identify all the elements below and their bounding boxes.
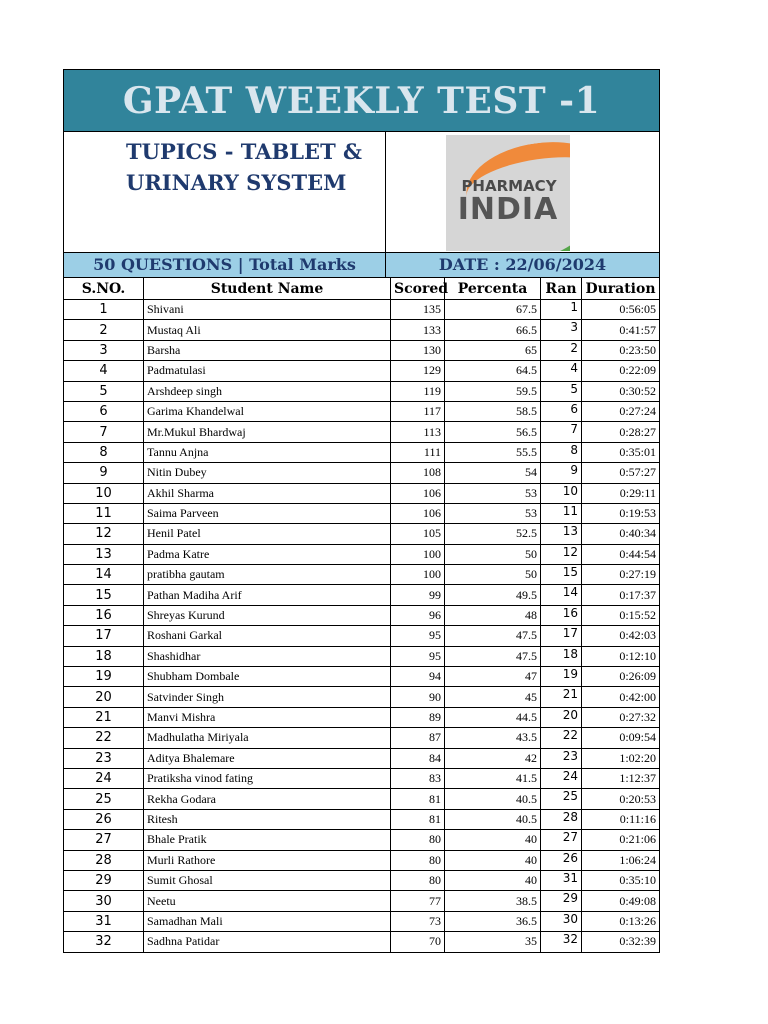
cell-rank: 5 xyxy=(541,381,582,401)
cell-percentage: 52.5 xyxy=(445,524,541,544)
table-row xyxy=(64,911,659,931)
cell-duration: 0:28:27 xyxy=(582,422,660,442)
cell-student-name: Bhale Pratik xyxy=(144,830,391,850)
cell-sno: 24 xyxy=(64,768,144,788)
cell-score: 135 xyxy=(391,300,445,320)
topic-cell xyxy=(64,132,386,252)
table-row xyxy=(64,422,659,442)
cell-rank: 25 xyxy=(541,789,582,809)
cell-student-name: Sumit Ghosal xyxy=(144,870,391,890)
cell-score: 119 xyxy=(391,381,445,401)
cell-percentage: 67.5 xyxy=(445,300,541,320)
cell-duration: 0:11:16 xyxy=(582,809,660,829)
cell-student-name: Tannu Anjna xyxy=(144,442,391,462)
cell-student-name: Aditya Bhalemare xyxy=(144,748,391,768)
cell-score: 95 xyxy=(391,646,445,666)
cell-rank: 10 xyxy=(541,483,582,503)
cell-sno: 4 xyxy=(64,361,144,381)
cell-percentage: 41.5 xyxy=(445,768,541,788)
cell-duration: 0:27:32 xyxy=(582,707,660,727)
cell-duration: 0:15:52 xyxy=(582,605,660,625)
cell-rank: 32 xyxy=(541,932,582,952)
cell-student-name: Samadhan Mali xyxy=(144,911,391,931)
table-row xyxy=(64,809,659,829)
logo-cell xyxy=(386,132,659,252)
cell-score: 100 xyxy=(391,544,445,564)
cell-percentage: 53 xyxy=(445,503,541,523)
cell-student-name: pratibha gautam xyxy=(144,565,391,585)
cell-duration: 0:26:09 xyxy=(582,667,660,687)
cell-duration: 0:42:00 xyxy=(582,687,660,707)
cell-duration: 0:17:37 xyxy=(582,585,660,605)
cell-percentage: 43.5 xyxy=(445,728,541,748)
cell-sno: 21 xyxy=(64,707,144,727)
cell-sno: 31 xyxy=(64,911,144,931)
cell-student-name: Sadhna Patidar xyxy=(144,932,391,952)
cell-score: 130 xyxy=(391,340,445,360)
questions-label: 50 QUESTIONS | Total Marks xyxy=(64,253,386,277)
cell-percentage: 44.5 xyxy=(445,707,541,727)
cell-rank: 30 xyxy=(541,911,582,931)
cell-rank: 4 xyxy=(541,361,582,381)
cell-sno: 10 xyxy=(64,483,144,503)
cell-score: 133 xyxy=(391,320,445,340)
cell-duration: 1:06:24 xyxy=(582,850,660,870)
cell-percentage: 66.5 xyxy=(445,320,541,340)
cell-student-name: Arshdeep singh xyxy=(144,381,391,401)
cell-score: 81 xyxy=(391,809,445,829)
cell-rank: 18 xyxy=(541,646,582,666)
table-row xyxy=(64,667,659,687)
cell-rank: 27 xyxy=(541,830,582,850)
cell-score: 96 xyxy=(391,605,445,625)
table-row xyxy=(64,483,659,503)
cell-duration: 0:21:06 xyxy=(582,830,660,850)
cell-score: 80 xyxy=(391,850,445,870)
pharmacy-india-logo xyxy=(446,135,570,251)
table-row xyxy=(64,932,659,952)
cell-sno: 8 xyxy=(64,442,144,462)
cell-duration: 0:41:57 xyxy=(582,320,660,340)
cell-rank: 24 xyxy=(541,768,582,788)
results-sheet xyxy=(63,69,660,953)
results-table xyxy=(64,278,659,952)
table-row xyxy=(64,463,659,483)
cell-duration: 0:32:39 xyxy=(582,932,660,952)
cell-sno: 27 xyxy=(64,830,144,850)
col-header-sno: S.NO. xyxy=(64,278,144,300)
cell-score: 94 xyxy=(391,667,445,687)
cell-duration: 0:35:10 xyxy=(582,870,660,890)
cell-score: 113 xyxy=(391,422,445,442)
cell-student-name: Pathan Madiha Arif xyxy=(144,585,391,605)
table-row xyxy=(64,401,659,421)
cell-sno: 17 xyxy=(64,626,144,646)
cell-student-name: Shubham Dombale xyxy=(144,667,391,687)
cell-rank: 23 xyxy=(541,748,582,768)
cell-score: 70 xyxy=(391,932,445,952)
table-header-row xyxy=(64,278,659,300)
cell-percentage: 47.5 xyxy=(445,626,541,646)
table-row xyxy=(64,830,659,850)
cell-percentage: 53 xyxy=(445,483,541,503)
cell-student-name: Ritesh xyxy=(144,809,391,829)
col-header-name: Student Name xyxy=(144,278,391,300)
col-header-percentage: Percenta xyxy=(445,278,541,300)
table-row xyxy=(64,870,659,890)
cell-score: 73 xyxy=(391,911,445,931)
cell-student-name: Madhulatha Miriyala xyxy=(144,728,391,748)
cell-rank: 15 xyxy=(541,565,582,585)
cell-percentage: 64.5 xyxy=(445,361,541,381)
cell-duration: 0:19:53 xyxy=(582,503,660,523)
table-row xyxy=(64,626,659,646)
cell-percentage: 65 xyxy=(445,340,541,360)
cell-percentage: 45 xyxy=(445,687,541,707)
cell-percentage: 40.5 xyxy=(445,809,541,829)
cell-sno: 13 xyxy=(64,544,144,564)
cell-percentage: 40 xyxy=(445,850,541,870)
cell-score: 77 xyxy=(391,891,445,911)
cell-rank: 1 xyxy=(541,300,582,320)
cell-sno: 15 xyxy=(64,585,144,605)
cell-rank: 20 xyxy=(541,707,582,727)
cell-rank: 7 xyxy=(541,422,582,442)
cell-rank: 8 xyxy=(541,442,582,462)
cell-score: 83 xyxy=(391,768,445,788)
cell-sno: 14 xyxy=(64,565,144,585)
cell-percentage: 50 xyxy=(445,544,541,564)
cell-duration: 0:56:05 xyxy=(582,300,660,320)
cell-student-name: Murli Rathore xyxy=(144,850,391,870)
table-row xyxy=(64,748,659,768)
cell-percentage: 54 xyxy=(445,463,541,483)
cell-student-name: Mr.Mukul Bhardwaj xyxy=(144,422,391,442)
cell-sno: 28 xyxy=(64,850,144,870)
cell-percentage: 40 xyxy=(445,870,541,890)
cell-student-name: Nitin Dubey xyxy=(144,463,391,483)
col-header-rank: Ran xyxy=(541,278,582,300)
cell-rank: 9 xyxy=(541,463,582,483)
page-title: GPAT WEEKLY TEST -1 xyxy=(64,70,659,132)
cell-duration: 0:57:27 xyxy=(582,463,660,483)
table-row xyxy=(64,789,659,809)
date-label: DATE : 22/06/2024 xyxy=(438,255,607,274)
table-row xyxy=(64,891,659,911)
cell-duration: 0:30:52 xyxy=(582,381,660,401)
cell-score: 108 xyxy=(391,463,445,483)
subheader-row xyxy=(64,253,659,278)
cell-sno: 5 xyxy=(64,381,144,401)
cell-student-name: Manvi Mishra xyxy=(144,707,391,727)
cell-rank: 11 xyxy=(541,503,582,523)
cell-sno: 25 xyxy=(64,789,144,809)
cell-percentage: 40.5 xyxy=(445,789,541,809)
cell-duration: 0:49:08 xyxy=(582,891,660,911)
cell-student-name: Shivani xyxy=(144,300,391,320)
cell-score: 129 xyxy=(391,361,445,381)
cell-student-name: Mustaq Ali xyxy=(144,320,391,340)
cell-student-name: Shreyas Kurund xyxy=(144,605,391,625)
cell-rank: 29 xyxy=(541,891,582,911)
cell-score: 80 xyxy=(391,870,445,890)
cell-student-name: Satvinder Singh xyxy=(144,687,391,707)
cell-rank: 6 xyxy=(541,401,582,421)
cell-duration: 0:27:24 xyxy=(582,401,660,421)
table-row xyxy=(64,850,659,870)
cell-sno: 9 xyxy=(64,463,144,483)
cell-percentage: 36.5 xyxy=(445,911,541,931)
cell-student-name: Garima Khandelwal xyxy=(144,401,391,421)
cell-sno: 32 xyxy=(64,932,144,952)
table-row xyxy=(64,707,659,727)
cell-duration: 0:13:26 xyxy=(582,911,660,931)
cell-sno: 6 xyxy=(64,401,144,421)
cell-rank: 13 xyxy=(541,524,582,544)
cell-percentage: 47 xyxy=(445,667,541,687)
table-row xyxy=(64,320,659,340)
cell-score: 84 xyxy=(391,748,445,768)
cell-score: 100 xyxy=(391,565,445,585)
cell-sno: 12 xyxy=(64,524,144,544)
cell-percentage: 49.5 xyxy=(445,585,541,605)
cell-duration: 0:40:34 xyxy=(582,524,660,544)
cell-student-name: Saima Parveen xyxy=(144,503,391,523)
cell-student-name: Neetu xyxy=(144,891,391,911)
cell-sno: 20 xyxy=(64,687,144,707)
cell-rank: 21 xyxy=(541,687,582,707)
cell-rank: 17 xyxy=(541,626,582,646)
cell-score: 106 xyxy=(391,483,445,503)
cell-student-name: Padmatulasi xyxy=(144,361,391,381)
cell-score: 111 xyxy=(391,442,445,462)
cell-sno: 18 xyxy=(64,646,144,666)
cell-percentage: 48 xyxy=(445,605,541,625)
cell-sno: 2 xyxy=(64,320,144,340)
table-row xyxy=(64,442,659,462)
cell-duration: 0:29:11 xyxy=(582,483,660,503)
cell-sno: 26 xyxy=(64,809,144,829)
cell-percentage: 59.5 xyxy=(445,381,541,401)
cell-duration: 0:12:10 xyxy=(582,646,660,666)
cell-student-name: Pratiksha vinod fating xyxy=(144,768,391,788)
cell-duration: 0:42:03 xyxy=(582,626,660,646)
cell-percentage: 40 xyxy=(445,830,541,850)
col-header-scored: Scored xyxy=(391,278,445,300)
cell-student-name: Barsha xyxy=(144,340,391,360)
cell-sno: 7 xyxy=(64,422,144,442)
table-row xyxy=(64,544,659,564)
cell-student-name: Padma Katre xyxy=(144,544,391,564)
cell-percentage: 38.5 xyxy=(445,891,541,911)
cell-score: 99 xyxy=(391,585,445,605)
info-row xyxy=(64,132,659,253)
logo-text-pharmacy: PHARMACY xyxy=(461,177,557,195)
table-row xyxy=(64,768,659,788)
cell-duration: 0:09:54 xyxy=(582,728,660,748)
cell-sno: 3 xyxy=(64,340,144,360)
table-row xyxy=(64,565,659,585)
cell-score: 117 xyxy=(391,401,445,421)
cell-rank: 26 xyxy=(541,850,582,870)
cell-sno: 1 xyxy=(64,300,144,320)
cell-score: 80 xyxy=(391,830,445,850)
cell-duration: 1:02:20 xyxy=(582,748,660,768)
cell-percentage: 50 xyxy=(445,565,541,585)
cell-score: 87 xyxy=(391,728,445,748)
cell-student-name: Henil Patel xyxy=(144,524,391,544)
cell-student-name: Akhil Sharma xyxy=(144,483,391,503)
table-row xyxy=(64,503,659,523)
table-row xyxy=(64,687,659,707)
cell-rank: 2 xyxy=(541,340,582,360)
cell-rank: 28 xyxy=(541,809,582,829)
table-row xyxy=(64,524,659,544)
cell-score: 81 xyxy=(391,789,445,809)
cell-student-name: Roshani Garkal xyxy=(144,626,391,646)
logo-text-india: INDIA xyxy=(457,192,559,227)
table-body xyxy=(64,300,659,952)
cell-score: 90 xyxy=(391,687,445,707)
cell-score: 106 xyxy=(391,503,445,523)
table-row xyxy=(64,728,659,748)
cell-rank: 3 xyxy=(541,320,582,340)
cell-sno: 19 xyxy=(64,667,144,687)
cell-rank: 16 xyxy=(541,605,582,625)
col-header-duration: Duration xyxy=(582,278,660,300)
cell-sno: 11 xyxy=(64,503,144,523)
table-row xyxy=(64,646,659,666)
cell-score: 95 xyxy=(391,626,445,646)
cell-percentage: 42 xyxy=(445,748,541,768)
cell-score: 105 xyxy=(391,524,445,544)
table-row xyxy=(64,585,659,605)
topic-line-1: TUPICS - TABLET & xyxy=(126,139,362,164)
table-row xyxy=(64,361,659,381)
cell-score: 89 xyxy=(391,707,445,727)
cell-percentage: 56.5 xyxy=(445,422,541,442)
cell-duration: 0:27:19 xyxy=(582,565,660,585)
cell-rank: 12 xyxy=(541,544,582,564)
table-row xyxy=(64,605,659,625)
cell-sno: 29 xyxy=(64,870,144,890)
cell-sno: 16 xyxy=(64,605,144,625)
cell-sno: 30 xyxy=(64,891,144,911)
cell-rank: 31 xyxy=(541,870,582,890)
cell-percentage: 58.5 xyxy=(445,401,541,421)
cell-rank: 14 xyxy=(541,585,582,605)
cell-sno: 22 xyxy=(64,728,144,748)
table-row xyxy=(64,340,659,360)
cell-duration: 0:44:54 xyxy=(582,544,660,564)
table-row xyxy=(64,381,659,401)
cell-duration: 0:20:53 xyxy=(582,789,660,809)
cell-rank: 22 xyxy=(541,728,582,748)
topic-line-2: URINARY SYSTEM xyxy=(126,170,347,195)
cell-sno: 23 xyxy=(64,748,144,768)
cell-duration: 0:35:01 xyxy=(582,442,660,462)
cell-percentage: 55.5 xyxy=(445,442,541,462)
cell-student-name: Rekha Godara xyxy=(144,789,391,809)
table-row xyxy=(64,300,659,320)
cell-duration: 0:22:09 xyxy=(582,361,660,381)
cell-percentage: 35 xyxy=(445,932,541,952)
cell-duration: 0:23:50 xyxy=(582,340,660,360)
cell-student-name: Shashidhar xyxy=(144,646,391,666)
cell-percentage: 47.5 xyxy=(445,646,541,666)
cell-duration: 1:12:37 xyxy=(582,768,660,788)
cell-rank: 19 xyxy=(541,667,582,687)
